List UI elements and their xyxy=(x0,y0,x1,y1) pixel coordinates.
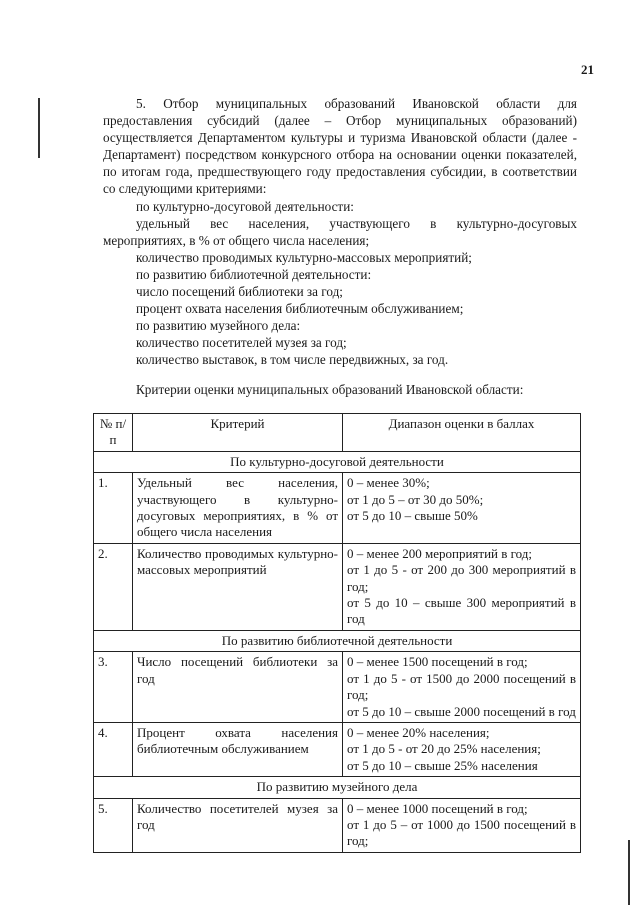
range-line: от 5 до 10 – свыше 2000 посещений в год xyxy=(347,703,576,719)
row-number: 1. xyxy=(94,473,133,544)
section-row xyxy=(94,451,581,472)
criteria-line: процент охвата населения библиотечным обслуживанием; xyxy=(136,301,464,317)
header-criterion: Критерий xyxy=(133,414,343,452)
row-number: 3. xyxy=(94,652,133,723)
table-row xyxy=(94,473,581,544)
criteria-line: по развитию музейного дела: xyxy=(136,318,301,334)
section-row xyxy=(94,630,581,651)
range-line: от 5 до 10 – свыше 25% населения xyxy=(347,757,538,773)
range-line: от 1 до 5 - от 1500 до 2000 посещений в год; xyxy=(347,670,576,703)
header-range: Диапазон оценки в баллах xyxy=(343,414,581,452)
scan-margin-mark-right xyxy=(628,840,630,905)
criteria-line: по культурно-досуговой деятельности: xyxy=(136,198,354,214)
criteria-line: количество проводимых культурно-массовых мероприятий; xyxy=(136,249,472,265)
row-number: 4. xyxy=(94,722,133,776)
intro-paragraph: 5. Отбор муниципальных образований Ивановской области для предоставления субсидий (далее – Отбор муниципальных образований) осуществляется Департаментом культуры и туризма Ивановской области (далее - Департамент) посредством конкурсного отбора на основании оценки показателей, по итогам года, предшествующего году предоставления субсидии, в соответствии со следующими критериями: xyxy=(103,96,577,197)
range-line: от 1 до 5 – от 1000 до 1500 посещений в год; xyxy=(347,816,576,849)
document-body xyxy=(103,95,577,369)
section-title: По культурно-досуговой деятельности xyxy=(94,451,581,472)
range-line: 0 – менее 20% населения; xyxy=(347,724,490,740)
section-title: По развитию библиотечной деятельности xyxy=(94,630,581,651)
row-number: 2. xyxy=(94,543,133,630)
table-row xyxy=(94,652,581,723)
criteria-line: число посещений библиотеки за год; xyxy=(136,284,343,300)
table-row xyxy=(94,798,581,852)
header-num: № п/п xyxy=(94,414,133,452)
criteria-line: количество посетителей музея за год; xyxy=(136,335,347,351)
range-line: 0 – менее 1500 посещений в год; xyxy=(347,654,528,670)
row-criterion: Процент охвата населения библиотечным обслуживанием xyxy=(133,722,343,776)
row-criterion: Количество посетителей музея за год xyxy=(133,798,343,852)
criteria-line: по развитию библиотечной деятельности: xyxy=(136,266,372,282)
range-line: от 5 до 10 – свыше 50% xyxy=(347,508,478,524)
range-line: от 5 до 10 – свыше 300 мероприятий в год xyxy=(347,595,576,627)
section-title: По развитию музейного дела xyxy=(94,777,581,798)
page-number: 21 xyxy=(581,62,594,77)
row-range xyxy=(343,473,581,544)
row-number: 5. xyxy=(94,798,133,852)
table-title: Критерии оценки муниципальных образований Ивановской области: xyxy=(136,382,524,397)
table-header-row xyxy=(94,414,581,452)
row-range xyxy=(343,798,581,852)
row-range xyxy=(343,543,581,630)
range-line: от 1 до 5 – от 30 до 50%; xyxy=(347,491,484,507)
criteria-table xyxy=(93,413,581,853)
table-row xyxy=(94,722,581,776)
scan-margin-mark xyxy=(38,98,40,158)
row-criterion: Количество проводимых культурно-массовых мероприятий xyxy=(133,543,343,630)
range-line: от 1 до 5 - от 20 до 25% населения; xyxy=(347,741,541,757)
criteria-line: количество выставок, в том числе передвижных, за год. xyxy=(136,352,449,368)
table-row xyxy=(94,543,581,630)
range-line: от 1 до 5 - от 200 до 300 мероприятий в год; xyxy=(347,562,576,594)
range-line: 0 – менее 1000 посещений в год; xyxy=(347,800,528,816)
section-row xyxy=(94,777,581,798)
row-range xyxy=(343,722,581,776)
range-line: 0 – менее 200 мероприятий в год; xyxy=(347,545,532,561)
range-line: 0 – менее 30%; xyxy=(347,475,430,491)
row-criterion: Удельный вес населения, участвующего в культурно-досуговых мероприятиях, в % от общего числа населения xyxy=(133,473,343,544)
row-range xyxy=(343,652,581,723)
criteria-line: удельный вес населения, участвующего в культурно-досуговых мероприятиях, в % от общего числа населения; xyxy=(103,215,577,248)
row-criterion: Число посещений библиотеки за год xyxy=(133,652,343,723)
